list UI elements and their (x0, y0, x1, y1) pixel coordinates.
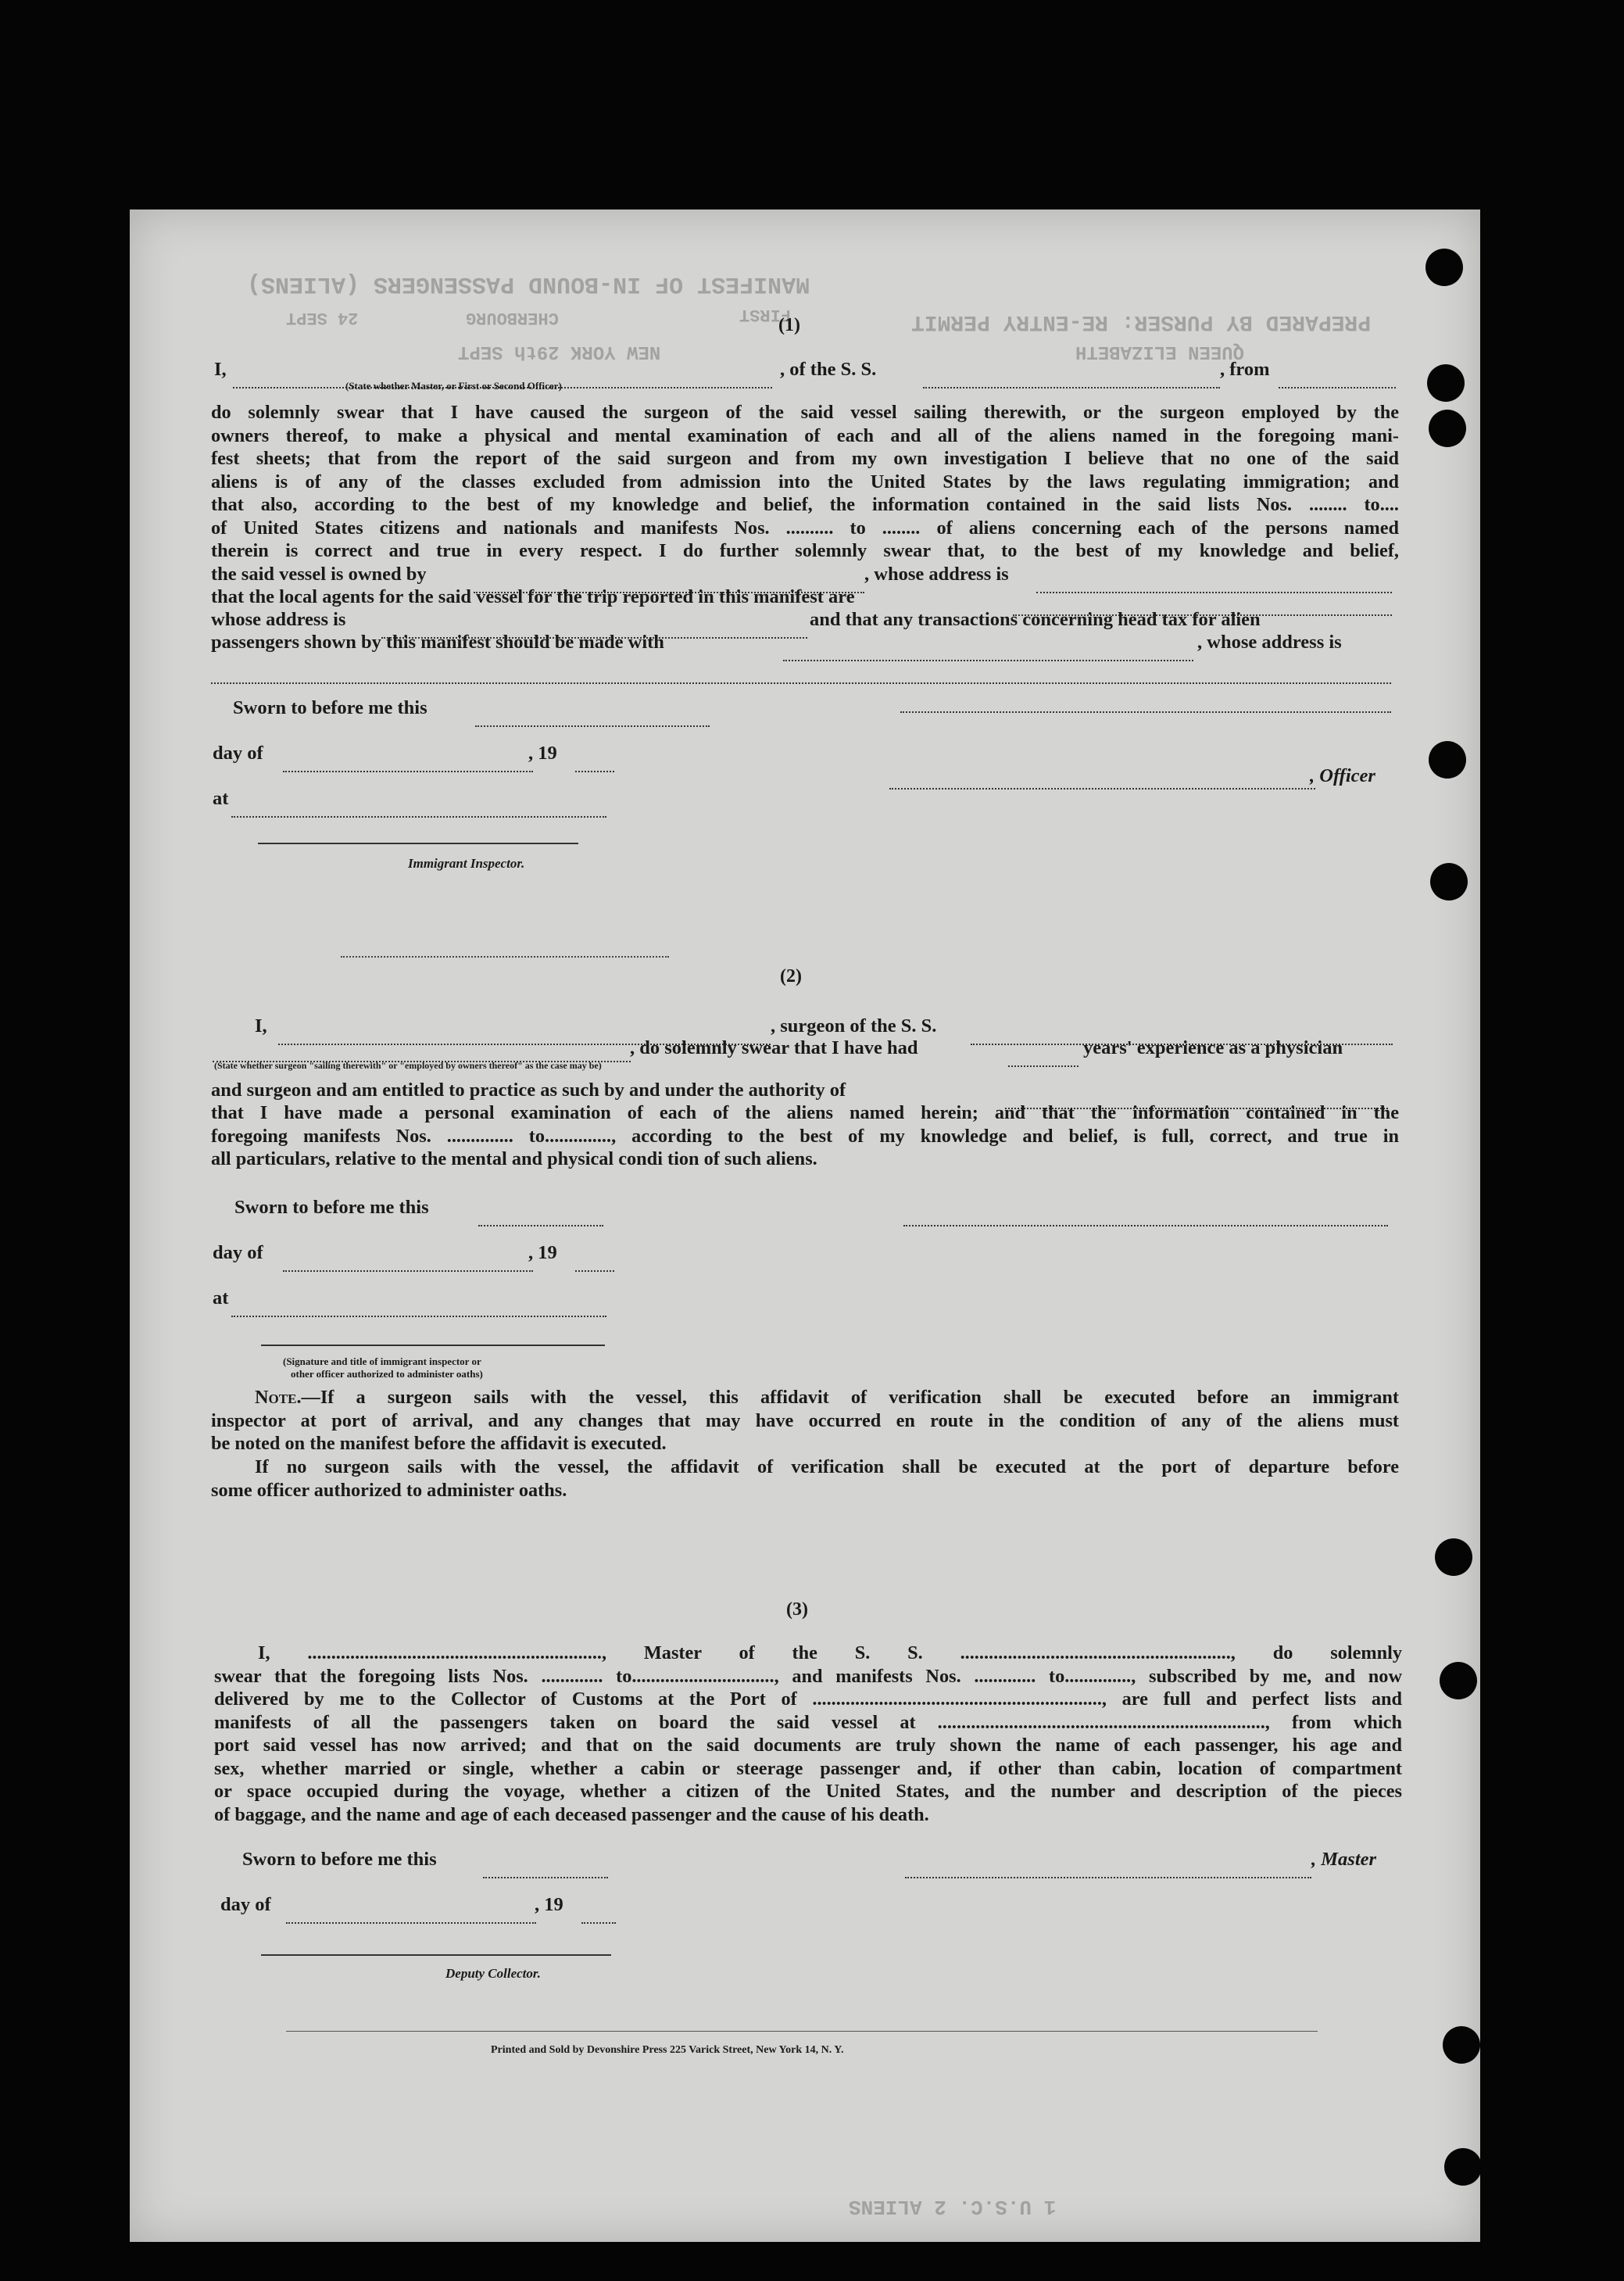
s2-at: at (213, 1287, 229, 1309)
bleed-text: CHERBOURG (466, 308, 559, 328)
s1-owned-b: , whose address is (864, 564, 1009, 585)
s3-sworn: Sworn to before me this (242, 1849, 437, 1870)
binder-hole (1430, 863, 1468, 901)
s1-i: I, (214, 359, 227, 380)
s2-sig-caption-2: other officer authorized to administer oaths) (291, 1368, 483, 1380)
s3-master: , Master (1311, 1849, 1377, 1870)
s1-inspector: Immigrant Inspector. (408, 856, 525, 871)
s2-years: years' experience as a physician (1083, 1037, 1343, 1058)
from-blank (1279, 371, 1396, 389)
s1-passengers: passengers shown by this manifest should be made with (211, 632, 664, 653)
stamp-dots (341, 940, 669, 958)
s2-i: I, (255, 1015, 267, 1037)
head-tax-agent-blank (783, 644, 1193, 661)
printer-imprint: Printed and Sold by Devonshire Press 225 Varick Street, New York 14, N. Y. (491, 2044, 844, 2056)
binder-hole (1425, 249, 1463, 286)
binder-hole (1444, 2148, 1482, 2186)
s2-authority: and surgeon and am entitled to practice as such by and under the authority of (211, 1080, 846, 1101)
section-2-number: (2) (780, 966, 802, 987)
manifest-page (130, 209, 1480, 2242)
s2-caption: (State whether surgeon "sailing therewith" or "employed by owners thereof" as the case may be) (214, 1060, 602, 1071)
s2-surgeon-of: , surgeon of the S. S. (771, 1015, 937, 1037)
s1-paragraph: do solemnly swear that I have caused the surgeon of the said vessel sailing therewith, or the surgeon employed by the owners thereof, to make a physical and mental examination of each and all of the aliens named in the foregoing mani- fest sheets; that from the report of the said surgeon and from my own investigation I believe that no one of the said aliens is of any of the classes excluded from admission into the United States by the laws regulating immigration; and that also, according to the best of my knowledge and belief, the information contained in the said lists Nos. ........ to.... of United States citizens and nationals and manifests Nos. .......... to ........ of aliens concerning each of the persons named therein is correct and true in every respect. I do further solemnly swear that, to the best of my knowledge and belief, (211, 402, 1399, 561)
binder-hole (1429, 410, 1466, 447)
s2-note-2: If no surgeon sails with the vessel, the affidavit of verification shall be executed at the port of departure before some officer authorized to administer oaths. (211, 1456, 1399, 1501)
s3-year-blank (581, 1907, 616, 1924)
bleed-text: 24 SEPT (286, 308, 359, 328)
s3-day-of: day of (220, 1894, 271, 1915)
s2-sworn: Sworn to before me this (234, 1197, 429, 1218)
footer-rule (286, 2031, 1318, 2032)
s1-officer-blank (889, 772, 1315, 790)
s3-sworn-blank (483, 1861, 608, 1878)
s2-note: Note.—If a surgeon sails with the vessel, this affidavit of verification shall be executed before an immigrant inspector at port of arrival, and any changes that may have occurred en route in the condition of any of the aliens must be noted on the manifest before the affidavit is executed. (211, 1387, 1399, 1454)
s1-agents: that the local agents for the said vessel for the trip reported in this manifest are (211, 586, 855, 607)
s1-day-blank (283, 755, 533, 772)
s3-paragraph: I, .............................................................., Master of the S. S. ........................................................., do solemnly swear that the foregoing lists Nos. ............. to.............................., and manifests Nos. ............. to.............., subscribed by me, and now delivered by me to the Collector of Customs at the Port of ............................................................., are full and perfect lists and manifests of all the passengers taken on board the said vessel at ....................................................................., from which port said vessel has now arrived; and that on the said documents are truly shown the name of each passenger, his age and sex, whether married or single, whether a cabin or steerage passenger and, if other than cabin, location of compartment or space occupied during the voyage, whether a citizen of the United States, and the number and description of the pieces of baggage, and the name and age of each deceased passenger and the cause of his death. (214, 1642, 1402, 1825)
s1-from: , from (1220, 359, 1270, 380)
section-3-number: (3) (786, 1599, 808, 1620)
bleed-text: QUEEN ELIZABETH (1075, 341, 1245, 362)
s1-of-ss: , of the S. S. (780, 359, 877, 380)
s2-day-of: day of (213, 1242, 263, 1263)
s1-at-blank (231, 800, 606, 818)
bleed-text: MANIFEST OF IN-BOUND PASSENGERS (ALIENS) (247, 270, 810, 297)
s2-swear: , do solemnly swear that I have had (630, 1037, 918, 1058)
s3-19: , 19 (535, 1894, 563, 1915)
s2-at-blank (231, 1300, 606, 1317)
s3-master-blank (905, 1861, 1311, 1878)
s1-year-blank (575, 755, 614, 772)
vessel-blank (923, 371, 1220, 389)
owner-address-blank (1036, 576, 1392, 593)
s1-19: , 19 (528, 743, 557, 764)
s2-sig-caption-1: (Signature and title of immigrant inspector or (283, 1355, 481, 1367)
binder-hole (1443, 2026, 1480, 2064)
binder-hole (1435, 1538, 1472, 1576)
bleed-text: 1 U.S.C. 2 ALIENS (849, 2195, 1057, 2218)
head-tax-address-blank (211, 667, 1391, 684)
s2-19: , 19 (528, 1242, 557, 1263)
s1-day-of: day of (213, 743, 263, 764)
binder-hole (1440, 1662, 1477, 1699)
s3-deputy: Deputy Collector. (445, 1966, 541, 1981)
s2-sworn-blank (478, 1209, 603, 1226)
s1-caption: (State whether Master, or First or Second Officer) (345, 380, 562, 392)
s2-sig-blank (903, 1209, 1388, 1226)
s2-year-blank (575, 1255, 614, 1272)
s2-years-blank (1008, 1050, 1078, 1067)
s1-owned-a: the said vessel is owned by (211, 564, 427, 585)
binder-hole (1427, 364, 1465, 402)
s2-signature-line (261, 1345, 605, 1346)
s1-whose-address: whose address is (211, 609, 346, 630)
s2-paragraph: that I have made a personal examination of each of the aliens named herein; and that the information contained in the foregoing manifests Nos. .............. to.............., according to the best of my knowledge and belief, is full, correct, and true in all particulars, relative to the mental and physical condi tion of such aliens. (211, 1102, 1399, 1169)
binder-hole (1429, 741, 1466, 779)
bleed-text: FIRST (739, 305, 792, 324)
s3-day-blank (286, 1907, 536, 1924)
s1-head-tax: and that any transactions concerning head tax for alien (810, 609, 1261, 630)
s1-sworn: Sworn to before me this (233, 697, 427, 718)
s3-deputy-line (261, 1954, 611, 1956)
s1-sworn-blank (475, 710, 710, 727)
bleed-text: NEW YORK 29th SEPT (458, 341, 661, 362)
s1-officer-line-top (900, 711, 1391, 713)
section-1-number: (1) (778, 315, 800, 335)
s1-inspector-line (258, 843, 578, 844)
s1-officer: , Officer (1310, 765, 1375, 786)
bleed-text: PREPARED BY PURSER: RE-ENTRY PERMIT (911, 310, 1372, 334)
s2-day-blank (283, 1255, 533, 1272)
s1-at: at (213, 788, 229, 809)
s1-whose-address-2: , whose address is (1197, 632, 1342, 653)
